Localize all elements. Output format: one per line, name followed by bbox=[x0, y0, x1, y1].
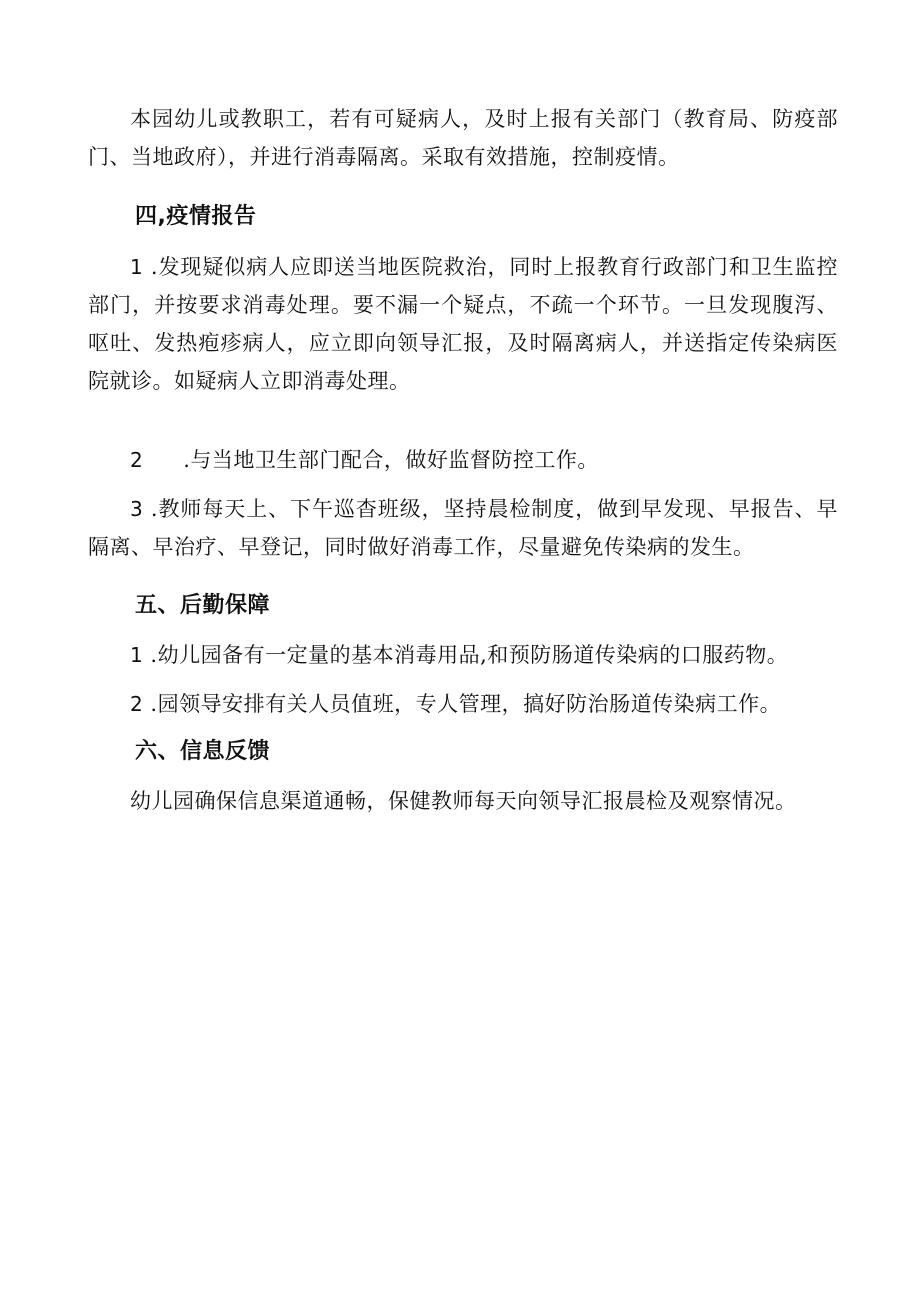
section-5-item-2 bbox=[88, 685, 838, 723]
section-4-item-1 bbox=[88, 248, 838, 400]
item-text: .发现疑似病人应即送当地医院救治，同时上报教育行政部门和卫生监控部门，并按要求消毒处理。要不漏一个疑点，不疏一个环节。一旦发现腹泻、呕吐、发热疱疹病人，应立即向领导汇报，及时隔离病人，并送指定传染病医院就诊。如疑病人立即消毒处理。 bbox=[88, 255, 838, 393]
item-text: .与当地卫生部门配合，做好监督防控工作。 bbox=[183, 448, 599, 472]
item-number: 3 bbox=[130, 497, 144, 521]
section-6-heading: 六、信息反馈 bbox=[135, 739, 271, 764]
section-6-paragraph: 幼儿园确保信息渠道通畅，保健教师每天向领导汇报晨检及观察情况。 bbox=[130, 789, 797, 813]
item-number: 2 bbox=[130, 692, 144, 716]
item-text: .幼儿园备有一定量的基本消毒用品,和预防肠道传染病的口服药物。 bbox=[150, 643, 789, 667]
item-text: .园领导安排有关人员值班，专人管理，搞好防治肠道传染病工作。 bbox=[150, 692, 782, 716]
section-5-heading: 五、后勤保障 bbox=[135, 593, 271, 618]
intro-paragraph: 本园幼儿或教职工，若有可疑病人，及时上报有关部门（教育局、防疫部门、当地政府），并进行消毒隔离。采取有效措施，控制疫情。 bbox=[88, 107, 838, 169]
section-5-item-1 bbox=[88, 636, 838, 674]
section-4-heading: 四,疫情报告 bbox=[135, 204, 257, 229]
section-4-item-3 bbox=[88, 490, 838, 566]
section-4-item-2 bbox=[88, 441, 838, 479]
item-number: 1 bbox=[130, 255, 144, 279]
item-text: .教师每天上、下午巡杳班级，坚持晨检制度，做到早发现、早报告、早隔离、早治疗、早登记，同时做好消毒工作，尽量避免传染病的发生。 bbox=[88, 497, 838, 559]
item-number: 2 bbox=[130, 448, 144, 472]
item-number: 1 bbox=[130, 643, 144, 667]
